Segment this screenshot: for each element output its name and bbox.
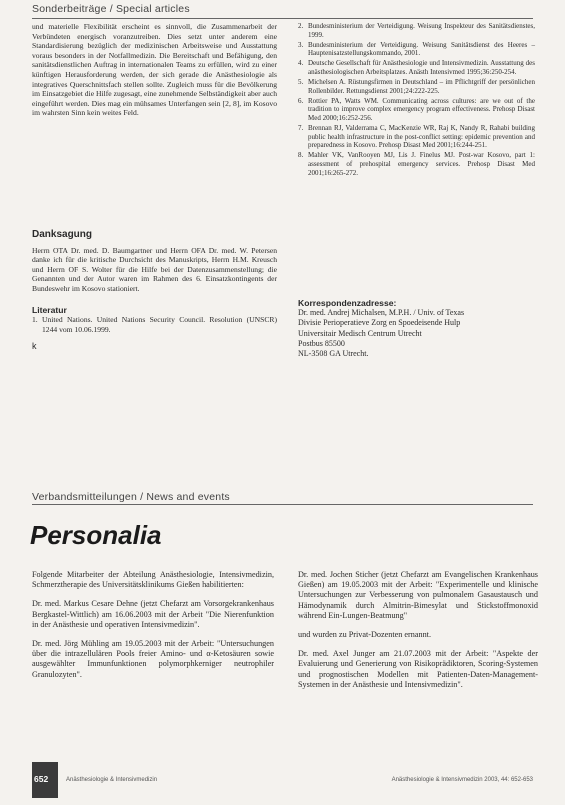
page-title: Personalia — [30, 520, 162, 550]
reference-item — [298, 97, 535, 123]
reference-text: Bundesministerium der Verteidigung. Weisung Inspekteur des Sanitätsdienstes, 1999. — [308, 22, 535, 39]
acknowledgement-text: Herrn OTA Dr. med. D. Baumgartner und Herrn OFA Dr. med. W. Petersen danke ich für die kritische Durchsicht des Manuskripts, Herrn H.M. Kreusch und Herrn OF S. Wolter für die Hilfe bei der Datenzusammenstellung; die Genannten und der Autor waren im Rahmen des 6. Einsatzkontingents der Bundeswehr im Kosovo stationiert. — [32, 245, 277, 293]
reference-number: 2. — [298, 22, 304, 30]
reference-item — [298, 124, 535, 150]
address-line: Dr. med. Andrej Michalsen, M.P.H. / Univ. of Texas — [298, 308, 465, 318]
personalia-paragraph: und wurden zu Privat-Dozenten ernannt. — [298, 630, 432, 640]
personalia-paragraph: Dr. med. Markus Cesare Dehne (jetzt Chefarzt am Vorsorgekrankenhaus Bergkastel-Wittlich) am 16.06.2003 mit der Arbeit "Die Nierenfunktion in der Anästhesie und operativen Intensivmedizin". — [32, 599, 274, 629]
correspondence-block — [298, 298, 538, 359]
reference-text: Mahler VK, VanRooyen MJ, Lis J. Finelus MJ. Post-war Kosovo, part 1: assessment of prehospital emergency services. Prehosp Disast Med 2001;16:265-272. — [308, 151, 535, 177]
address-line: Universitair Medisch Centrum Utrecht — [298, 328, 422, 338]
footer-journal: Anästhesiologie & Intensivmedizin — [66, 777, 158, 783]
header-rule — [32, 18, 533, 19]
right-column — [298, 22, 535, 179]
reference-text: Bundesministerium der Verteidigung. Weisung Sanitätsdienst des Heeres – Hauptenisatzstellungskommando, 2001. — [308, 40, 535, 58]
reference-list — [298, 22, 535, 177]
right-column — [298, 570, 538, 699]
reference-number: 6. — [298, 96, 304, 105]
reference-item — [298, 59, 535, 76]
personalia-paragraph: Folgende Mitarbeiter der Abteilung Anästhesiologie, Intensivmedizin, Schmerztherapie des Universitätsklinikums Gießen habilitierten: — [32, 570, 274, 590]
personalia-paragraph: Dr. med. Jochen Sticher (jetzt Chefarzt am Evangelischen Krankenhaus Gießen) am 19.05.2003 mit der Arbeit: "Experimentelle und klinische Untersuchungen zur Verbesserung von pulmonalem Gasaustausch und Hämodynamik durch Almitrin-Bimesylat und Stickstoffmonoxid während Ein-Lungen-Beatmung" — [298, 570, 538, 620]
body-paragraph: und materielle Flexibilität erscheint es sinnvoll, die Zusammenarbeit der Verbündeten energisch voranzutreiben. Dies setzt unter anderem eine Standardisierung bezüglich der medizinischen Arbeitsweise und Ausstattung voraus besonders in der Notfallmedizin. Die Bereitschaft und Befähigung, den sanitätsdienstlichen Auftrag in internationalen Teams zu erfüllen, wird zu einer künftigen Herausforderung werden, der sich gerade die Anästhesiologie als integratives Querschnittsfach stellen sollte. Zugleich muss für die Bevölkerung im Einsatzgebiet die Hilfe zugesagt, eine zunehmende Selbständigkeit aber auch eingeführt werden. Dies mag ein mühsames Unterfangen sein [2, 8], im Kosovo im wahrsten Sinn kein weites Feld. — [32, 22, 277, 118]
reference-text: Michelsen A. Rüstungsfirmen in Deutschland – im Pflichtgriff der persönlichen Rollenbilder. Rettungsdienst 2001;24:222-225. — [308, 78, 535, 95]
reference-number: 1. — [32, 315, 38, 325]
header-rule — [32, 504, 533, 505]
reference-number: 4. — [298, 59, 304, 68]
page-number: 652 — [34, 774, 49, 784]
reference-item — [32, 315, 277, 334]
reference-item — [298, 151, 535, 177]
reference-text: Rottier PA, Watts WM. Communicating across cultures: are we out of the tradition to improve complex emergency program effectiveness. Prehosp Disast Med 2000;16:252-256. — [308, 96, 535, 122]
left-column — [32, 22, 277, 351]
address-line: Postbus 85500 — [298, 338, 345, 348]
section-header: Verbandsmitteilungen / News and events — [32, 491, 230, 503]
footer-citation: Anästhesiologie & Intensivmedizin 2003, 44: 652-653 — [391, 777, 533, 783]
section-header: Sonderbeiträge / Special articles — [32, 3, 190, 15]
reference-number: 8. — [298, 151, 304, 160]
correspondence-address — [298, 308, 538, 359]
literature-heading: Literatur — [32, 304, 67, 315]
reference-item — [298, 41, 535, 58]
acknowledgement-heading: Danksagung — [32, 229, 93, 240]
reference-text: Deutsche Gesellschaft für Anästhesiologie und Intensivmedizin. Ausstattung des anästhesiologischen Arbeitsplatzes. Anästh Intensivmed 1995;36:250-254. — [308, 59, 535, 76]
reference-number: 7. — [298, 124, 304, 133]
personalia-paragraph: Dr. med. Jörg Mühling am 19.05.2003 mit der Arbeit: "Untersuchungen über die intrazellulären Pools freier Amino- und α-Ketosäuren sowie ausgewählter Immunfunktionen polymorphkerniger neutrophiler Granulozyten". — [32, 639, 274, 679]
left-column — [32, 570, 274, 689]
reference-number: 3. — [298, 40, 304, 49]
stray-mark: k — [32, 340, 37, 351]
reference-text: Brennan RJ, Valderrama C, MacKenzie WR, Raj K, Nandy R, Rahabi building public health infrastructure in the post-conflict setting: epidemic prevention and preparedness in Kosovo. Prehosp Disast Med 2001;16:244-251. — [308, 124, 535, 150]
reference-number: 5. — [298, 78, 304, 87]
reference-text: United Nations. United Nations Security Council. Resolution (UNSCR) 1244 vom 10.06.1999. — [42, 315, 277, 334]
address-line: NL-3508 GA Utrecht. — [298, 349, 369, 359]
correspondence-heading: Korrespondenzadresse: — [298, 298, 397, 308]
address-line: Divisie Perioperatieve Zorg en Spoedeisende Hulp — [298, 318, 461, 328]
reference-item — [298, 22, 535, 39]
personalia-paragraph: Dr. med. Axel Junger am 21.07.2003 mit der Arbeit: "Aspekte der Evaluierung und Generierung von Risikoprädiktoren, Scoring-Systemen und prognostischen Modellen mit Patienten-Daten-Management-Systemen in der Anästhesie und Intensivmedizin". — [298, 649, 538, 689]
reference-list — [32, 315, 277, 334]
reference-item — [298, 78, 535, 95]
